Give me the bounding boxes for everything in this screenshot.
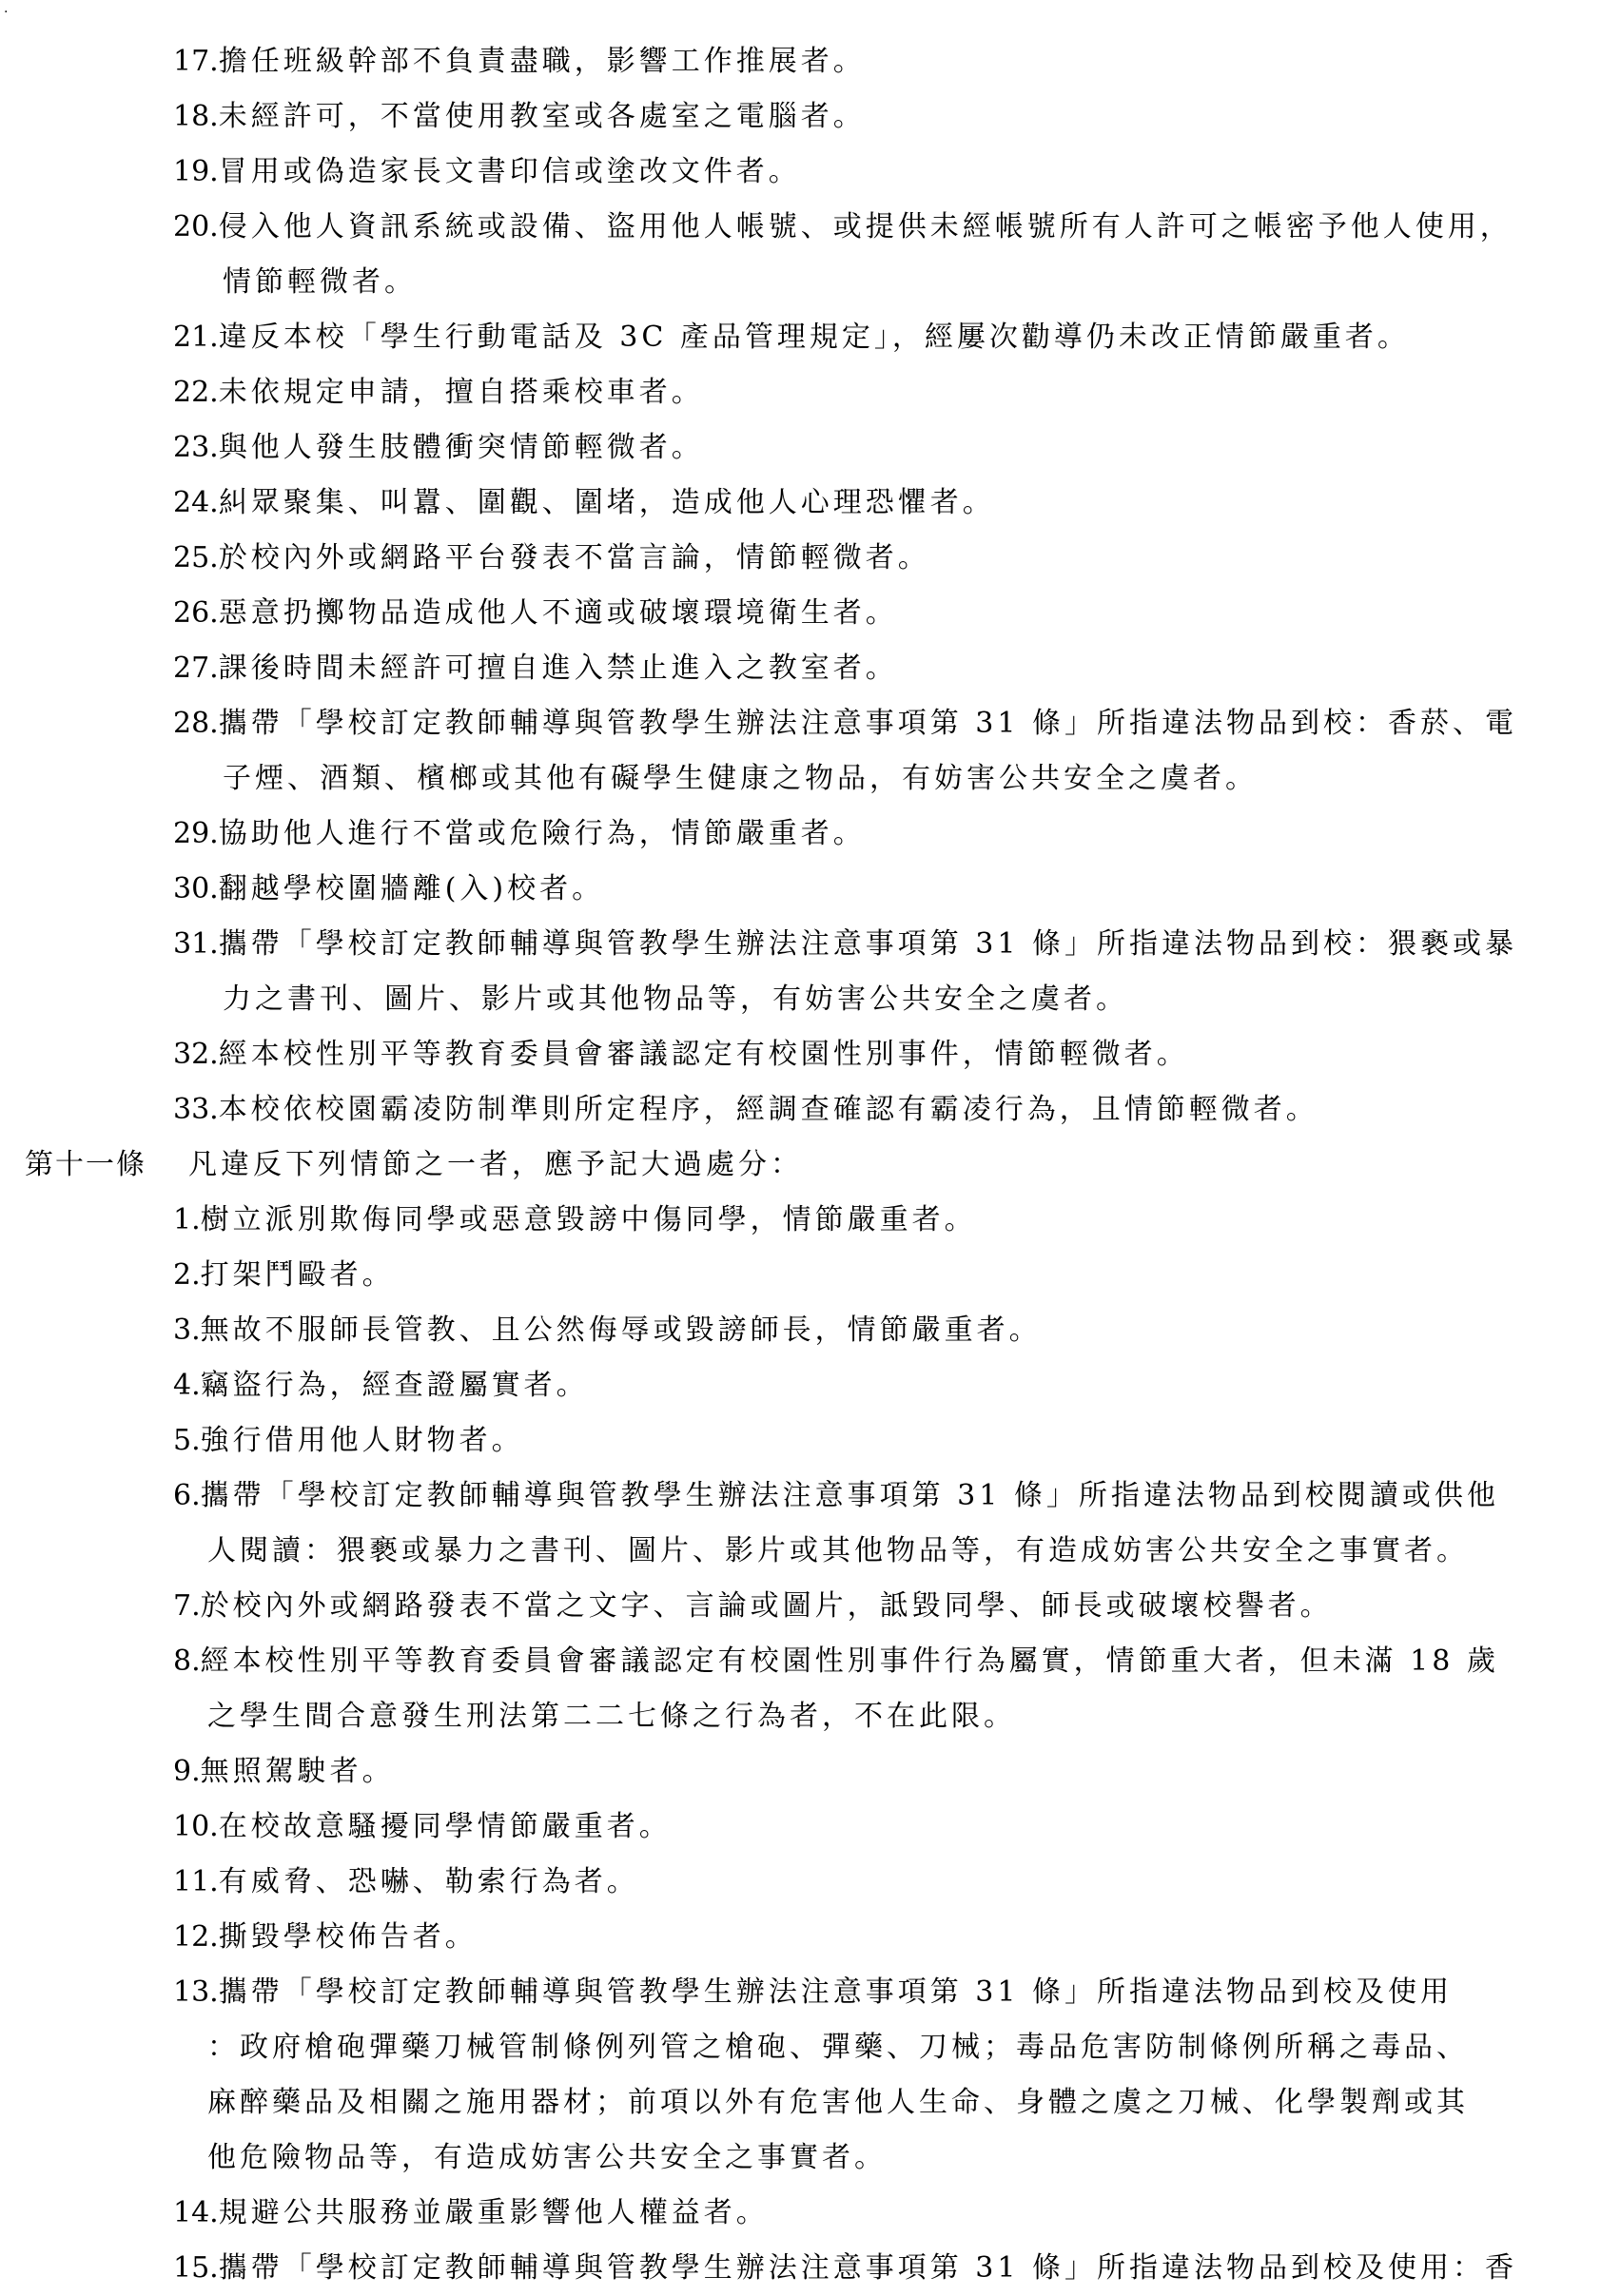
regulation-body <box>0 34 1621 2296</box>
list-item: 14.規避公共服務並嚴重影響他人權益者。 <box>173 2196 769 2229</box>
list-item: 7.於校內外或網路發表不當之文字、言論或圖片，詆毀同學、師長或破壞校譽者。 <box>173 1589 1333 1623</box>
list-item-continuation: 情節輕微者。 <box>223 265 417 299</box>
list-item: 26.惡意扔擲物品造成他人不適或破壞環境衛生者。 <box>173 596 898 630</box>
list-item: 9.無照駕駛者。 <box>173 1755 395 1788</box>
list-item-continuation: 力之書刊、圖片、影片或其他物品等，有妨害公共安全之虞者。 <box>223 983 1128 1016</box>
list-item: 1.樹立派別欺侮同學或惡意毀謗中傷同學，情節嚴重者。 <box>173 1203 977 1236</box>
list-item: 33.本校依校園霸凌防制準則所定程序，經調查確認有霸凌行為，且情節輕微者。 <box>173 1093 1318 1126</box>
list-item-continuation: ：政府槍砲彈藥刀械管制條例列管之槍砲、彈藥、刀械；毒品危害防制條例所稱之毒品、 <box>207 2031 1469 2064</box>
list-item: 23.與他人發生肢體衝突情節輕微者。 <box>173 431 704 464</box>
list-item: 12.撕毀學校佈告者。 <box>173 1920 478 1954</box>
list-item: 31.攜帶「學校訂定教師輔導與管教學生辦法注意事項第 31 條」所指違法物品到校：猥褻或暴 <box>173 927 1517 961</box>
list-item: 24.糾眾聚集、叫囂、圍觀、圍堵，造成他人心理恐懼者。 <box>173 486 995 519</box>
list-item: 6.攜帶「學校訂定教師輔導與管教學生辦法注意事項第 31 條」所指違法物品到校閱讀或供他 <box>173 1479 1499 1512</box>
list-item: 32.經本校性別平等教育委員會審議認定有校園性別事件，情節輕微者。 <box>173 1038 1189 1071</box>
list-item: 29.協助他人進行不當或危險行為，情節嚴重者。 <box>173 817 866 850</box>
list-item: 30.翻越學校圍牆離(入)校者。 <box>173 872 605 905</box>
list-item-continuation: 子煙、酒類、檳榔或其他有礙學生健康之物品，有妨害公共安全之虞者。 <box>223 762 1258 795</box>
item-list-article-11 <box>0 1193 1621 2296</box>
list-item: 11.有威脅、恐嚇、勒索行為者。 <box>173 1865 639 1898</box>
article-number: 第十一條 <box>25 1148 146 1181</box>
list-item: 19.冒用或偽造家長文書印信或塗改文件者。 <box>173 155 801 188</box>
list-item: 21.違反本校「學生行動電話及 3C 產品管理規定」，經屢次勸導仍未改正情節嚴重者。 <box>173 321 1410 354</box>
list-item: 25.於校內外或網路平台發表不當言論，情節輕微者。 <box>173 541 930 574</box>
list-item: 27.課後時間未經許可擅自進入禁止進入之教室者。 <box>173 652 898 685</box>
page-mark: . <box>4 1 9 16</box>
list-item-continuation: 人閱讀：猥褻或暴力之書刊、圖片、影片或其他物品等，有造成妨害公共安全之事實者。 <box>207 1534 1469 1567</box>
list-item: 28.攜帶「學校訂定教師輔導與管教學生辦法注意事項第 31 條」所指違法物品到校：香菸、電 <box>173 707 1517 740</box>
item-list-previous-article <box>0 34 1621 1138</box>
list-item: 4.竊盜行為，經查證屬實者。 <box>173 1369 589 1402</box>
list-item-continuation: 麻醉藥品及相關之施用器材；前項以外有危害他人生命、身體之虞之刀械、化學製劑或其 <box>207 2086 1469 2119</box>
article-heading <box>0 1138 1621 1193</box>
list-item: 10.在校故意騷擾同學情節嚴重者。 <box>173 1810 672 1843</box>
list-item: 18.未經許可，不當使用教室或各處室之電腦者。 <box>173 100 866 133</box>
list-item: 8.經本校性別平等教育委員會審議認定有校園性別事件行為屬實，情節重大者，但未滿 18 歲 <box>173 1644 1499 1678</box>
list-item-continuation: 他危險物品等，有造成妨害公共安全之事實者。 <box>207 2141 887 2174</box>
list-item: 15.攜帶「學校訂定教師輔導與管教學生辦法注意事項第 31 條」所指違法物品到校及使用：香 <box>173 2251 1517 2285</box>
list-item: 3.無故不服師長管教、且公然侮辱或毀謗師長，情節嚴重者。 <box>173 1313 1042 1347</box>
list-item: 17.擔任班級幹部不負責盡職，影響工作推展者。 <box>173 45 866 78</box>
list-item: 20.侵入他人資訊系統或設備、盜用他人帳號、或提供未經帳號所有人許可之帳密予他人使用， <box>173 210 1513 243</box>
article-intro: 凡違反下列情節之一者，應予記大過處分： <box>188 1148 803 1181</box>
list-item: 13.攜帶「學校訂定教師輔導與管教學生辦法注意事項第 31 條」所指違法物品到校及使用 <box>173 1975 1453 2009</box>
list-item: 22.未依規定申請，擅自搭乘校車者。 <box>173 376 704 409</box>
list-item: 5.強行借用他人財物者。 <box>173 1424 524 1457</box>
list-item-continuation: 之學生間合意發生刑法第二二七條之行為者，不在此限。 <box>207 1700 1016 1733</box>
list-item: 2.打架鬥毆者。 <box>173 1258 395 1292</box>
